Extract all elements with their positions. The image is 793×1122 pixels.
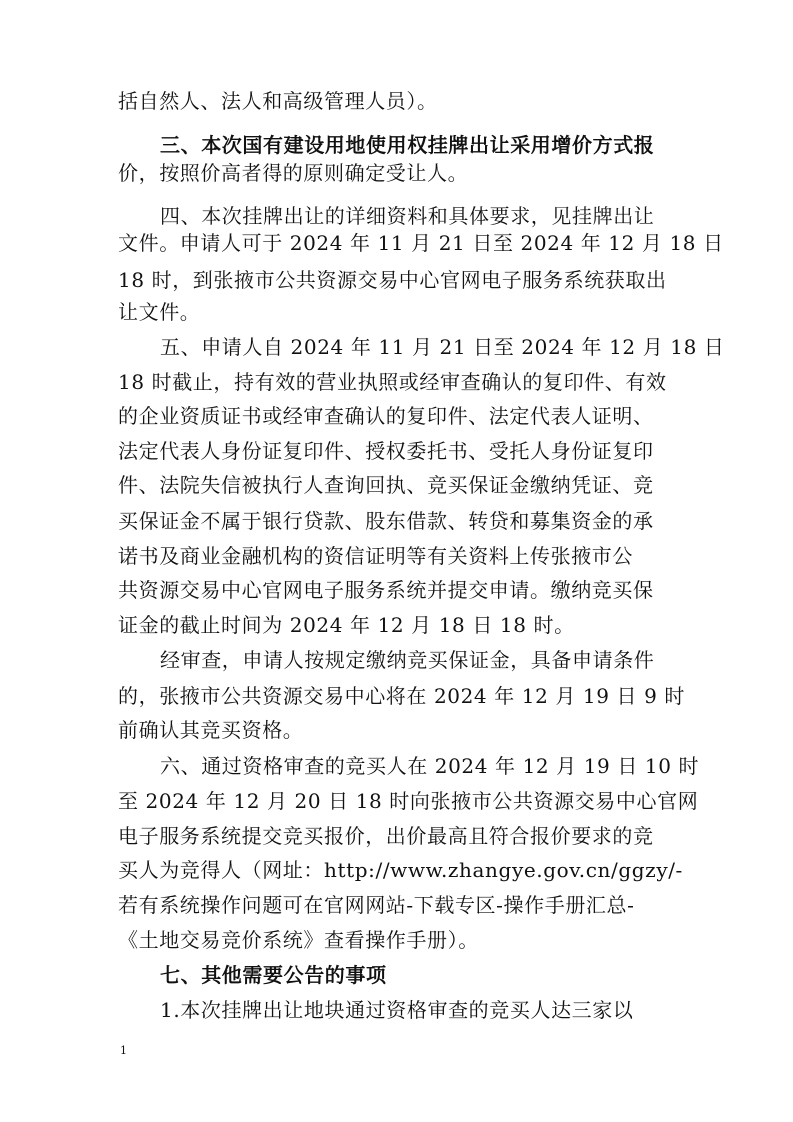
text-line: 共资源交易中心官网电子服务系统并提交申请。缴纳竞买保 <box>118 578 654 602</box>
text-line: 买保证金不属于银行贷款、股东借款、转贷和募集资金的承 <box>118 509 654 533</box>
text-line: 法定代表人身份证复印件、授权委托书、受托人身份证复印 <box>118 439 654 463</box>
text-line: 的企业资质证书或经审查确认的复印件、法定代表人证明、 <box>118 404 654 428</box>
text-line: 18 时截止，持有效的营业执照或经审查确认的复印件、有效 <box>118 370 667 394</box>
text-line: 买人为竞得人（网址：http://www.zhangye.gov.cn/ggzy/- <box>118 858 683 882</box>
text-line: 若有系统操作问题可在官网网站-下载专区-操作手册汇总- <box>118 893 635 917</box>
section-three-line: 三、本次国有建设用地使用权挂牌出让采用增价方式报 <box>160 133 655 157</box>
text-line: 《土地交易竞价系统》查看操作手册）。 <box>118 928 479 952</box>
text-line: 括自然人、法人和高级管理人员）。 <box>118 89 438 113</box>
text-line: 的，张掖市公共资源交易中心将在 2024 年 12 月 19 日 9 时 <box>118 684 685 708</box>
section-four-line: 四、本次挂牌出让的详细资料和具体要求，见挂牌出让 <box>160 204 655 228</box>
text-line: 至 2024 年 12 月 20 日 18 时向张掖市公共资源交易中心官网 <box>118 789 699 813</box>
text-line: 18 时，到张掖市公共资源交易中心官网电子服务系统获取出 <box>118 268 667 292</box>
text-line: 前确认其竞买资格。 <box>118 718 304 742</box>
text-line: 1.本次挂牌出让地块通过资格审查的竞买人达三家以 <box>160 998 634 1022</box>
section-five-line: 五、申请人自 2024 年 11 月 21 日至 2024 年 12 月 18 日 <box>160 335 725 359</box>
text-line: 件、法院失信被执行人查询回执、竞买保证金缴纳凭证、竞 <box>118 473 654 497</box>
text-line: 让文件。 <box>118 300 201 324</box>
text-line: 经审查，申请人按规定缴纳竞买保证金，具备申请条件 <box>160 648 655 672</box>
text-line: 电子服务系统提交竞买报价，出价最高且符合报价要求的竞 <box>118 824 654 848</box>
section-six-line: 六、通过资格审查的竞买人在 2024 年 12 月 19 日 10 时 <box>160 754 700 778</box>
text-line: 诺书及商业金融机构的资信证明等有关资料上传张掖市公 <box>118 544 633 568</box>
page-number: 1 <box>120 1044 127 1057</box>
text-line: 证金的截止时间为 2024 年 12 月 18 日 18 时。 <box>118 613 575 637</box>
text-line: 文件。申请人可于 2024 年 11 月 21 日至 2024 年 12 月 18 日 <box>118 231 724 255</box>
section-seven-heading: 七、其他需要公告的事项 <box>160 963 387 987</box>
text-line: 价，按照价高者得的原则确定受让人。 <box>118 161 469 185</box>
